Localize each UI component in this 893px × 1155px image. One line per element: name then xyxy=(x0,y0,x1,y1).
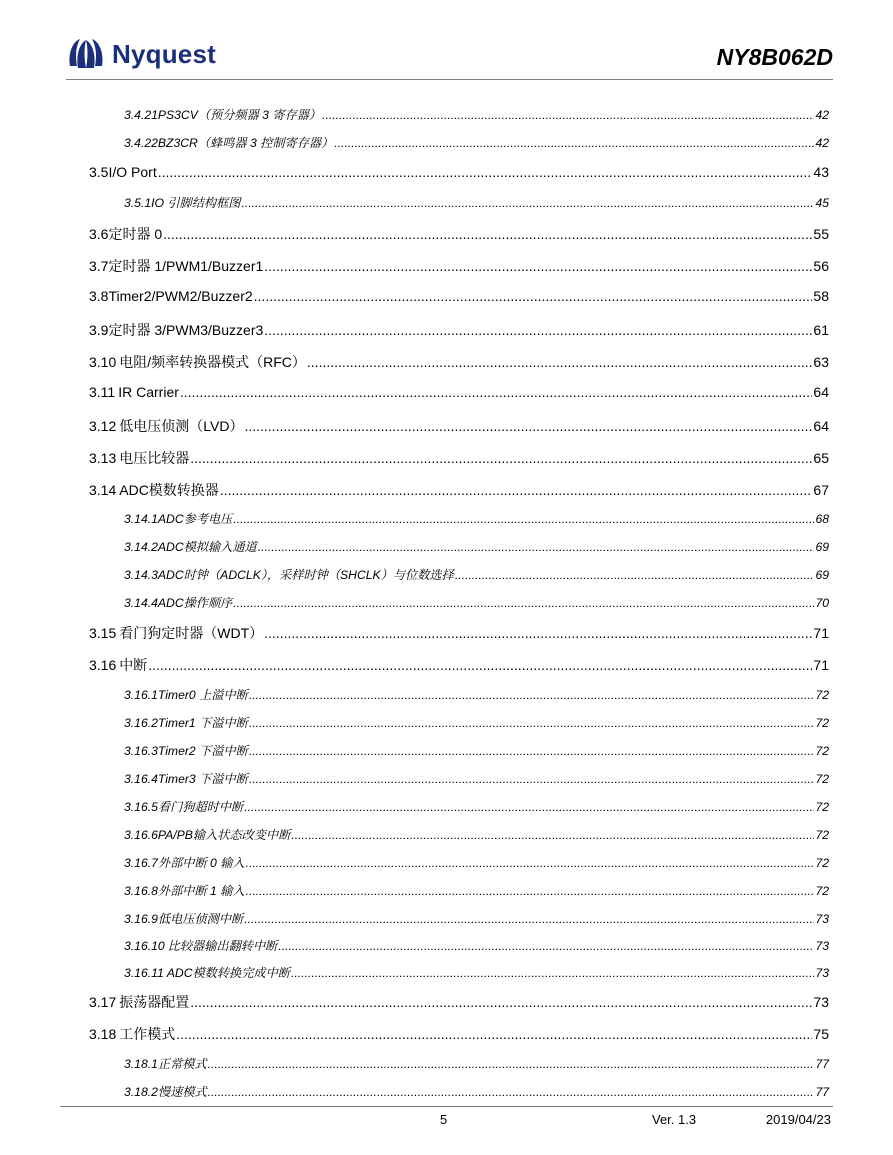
toc-entry-page: 55 xyxy=(813,226,829,242)
toc-entry-title: PS3CV（预分频器 3 寄存器） xyxy=(157,108,322,122)
toc-entry-page: 75 xyxy=(813,1026,829,1042)
toc-entry-page: 71 xyxy=(813,657,829,673)
toc-entry-page: 73 xyxy=(813,994,829,1010)
toc-entry-page: 72 xyxy=(815,772,829,786)
nyquest-logo xyxy=(66,36,216,72)
toc-dot-leader xyxy=(249,688,815,702)
toc-entry-number: 3.13 xyxy=(89,450,117,466)
toc-entry-title: 电阻/频率转换器模式（RFC） xyxy=(119,354,306,370)
toc-entry-title: 工作模式 xyxy=(119,1026,176,1042)
toc-entry-title: 正常模式 xyxy=(157,1057,207,1071)
toc-entry[interactable] xyxy=(89,448,829,468)
toc-dot-leader xyxy=(322,108,814,122)
toc-entry-number: 3.16.6 xyxy=(124,828,158,842)
toc-entry-title: IO 引脚结构框图 xyxy=(151,196,241,210)
toc-entry-page: 72 xyxy=(815,716,829,730)
toc-entry-title: IR Carrier xyxy=(118,384,179,400)
toc-dot-leader xyxy=(148,657,812,673)
toc-entry-title: Timer3 下溢中断 xyxy=(157,772,248,786)
toc-dot-leader xyxy=(233,512,814,526)
toc-entry[interactable] xyxy=(89,288,829,304)
toc-entry-page: 65 xyxy=(813,450,829,466)
document-title: NY8B062D xyxy=(716,44,833,70)
toc-entry-number: 3.14 xyxy=(89,482,117,498)
toc-entry-number: 3.16 xyxy=(89,657,117,673)
toc-entry[interactable] xyxy=(89,480,829,500)
toc-entry-page: 72 xyxy=(815,828,829,842)
toc-entry-title: 振荡器配置 xyxy=(119,994,190,1010)
toc-entry-page: 68 xyxy=(815,512,829,526)
toc-entry[interactable] xyxy=(124,714,829,731)
toc-entry-page: 73 xyxy=(815,966,829,980)
logo-text: Nyquest xyxy=(112,38,216,69)
toc-dot-leader xyxy=(258,540,815,554)
toc-entry-title: ADC参考电压 xyxy=(157,512,233,526)
toc-entry-title: 看门狗超时中断 xyxy=(157,800,244,814)
toc-entry-number: 3.16.10 xyxy=(124,939,165,953)
toc-dot-leader xyxy=(254,288,813,304)
toc-entry[interactable] xyxy=(124,538,829,555)
toc-dot-leader xyxy=(176,1026,812,1042)
toc-entry-title: ADC操作顺序 xyxy=(157,596,233,610)
toc-dot-leader xyxy=(278,939,814,953)
toc-dot-leader xyxy=(264,322,812,338)
toc-dot-leader xyxy=(246,884,815,898)
toc-entry-title: Timer2/PWM2/Buzzer2 xyxy=(108,288,253,304)
toc-dot-leader xyxy=(334,136,814,150)
page-header xyxy=(0,0,893,82)
toc-entry-page: 69 xyxy=(815,540,829,554)
toc-entry-page: 42 xyxy=(815,136,829,150)
toc-dot-leader xyxy=(242,196,815,210)
toc-entry-page: 42 xyxy=(815,108,829,122)
toc-entry[interactable] xyxy=(124,1055,829,1072)
toc-dot-leader xyxy=(208,1057,815,1071)
toc-dot-leader xyxy=(190,450,812,466)
toc-entry-page: 72 xyxy=(815,688,829,702)
toc-entry[interactable] xyxy=(124,964,829,981)
toc-entry[interactable] xyxy=(89,164,829,180)
toc-dot-leader xyxy=(249,716,815,730)
toc-dot-leader xyxy=(455,568,815,582)
toc-entry-number: 3.9 xyxy=(89,322,109,338)
toc-entry-number: 3.16.3 xyxy=(124,744,158,758)
toc-entry[interactable] xyxy=(124,194,829,211)
toc-entry[interactable] xyxy=(89,224,829,244)
toc-entry-number: 3.7 xyxy=(89,258,109,274)
toc-entry-title: ADC时钟（ADCLK），采样时钟（SHCLK）与位数选择 xyxy=(157,568,454,582)
toc-entry-number: 3.5 xyxy=(89,164,109,180)
toc-dot-leader xyxy=(208,1085,815,1099)
footer-divider xyxy=(60,1106,833,1107)
toc-entry-page: 63 xyxy=(813,354,829,370)
nyquest-logo-icon xyxy=(66,36,106,72)
toc-dot-leader xyxy=(180,384,813,400)
toc-dot-leader xyxy=(249,744,815,758)
toc-entry-page: 72 xyxy=(815,744,829,758)
toc-entry-number: 3.10 xyxy=(89,354,117,370)
toc-entry-number: 3.18.1 xyxy=(124,1057,158,1071)
toc-entry[interactable] xyxy=(89,1024,829,1044)
toc-dot-leader xyxy=(264,258,812,274)
toc-entry[interactable] xyxy=(124,770,829,787)
toc-entry-page: 77 xyxy=(815,1085,829,1099)
toc-entry-title: ADC模数转换器 xyxy=(119,482,219,498)
toc-entry-number: 3.14.3 xyxy=(124,568,158,582)
toc-entry-title: 中断 xyxy=(119,657,148,673)
toc-entry-number: 3.18 xyxy=(89,1026,117,1042)
toc-entry-title: 低电压侦测中断 xyxy=(157,912,244,926)
toc-entry-title: ADC模拟输入通道 xyxy=(157,540,257,554)
toc-entry-page: 67 xyxy=(813,482,829,498)
toc-entry-page: 58 xyxy=(813,288,829,304)
toc-entry-page: 56 xyxy=(813,258,829,274)
toc-entry[interactable] xyxy=(124,798,829,815)
toc-entry-page: 64 xyxy=(813,384,829,400)
toc-dot-leader xyxy=(220,482,813,498)
toc-entry[interactable] xyxy=(124,566,829,583)
toc-entry-page: 72 xyxy=(815,856,829,870)
toc-entry-number: 3.6 xyxy=(89,226,109,242)
toc-entry[interactable] xyxy=(89,320,829,340)
toc-entry-number: 3.12 xyxy=(89,418,117,434)
toc-entry-number: 3.16.7 xyxy=(124,856,158,870)
toc-entry-number: 3.14.4 xyxy=(124,596,158,610)
toc-entry-title: 定时器 1/PWM1/Buzzer1 xyxy=(108,258,264,274)
toc-entry-page: 72 xyxy=(815,884,829,898)
toc-entry-number: 3.16.8 xyxy=(124,884,158,898)
toc-entry-page: 43 xyxy=(813,164,829,180)
toc-entry[interactable] xyxy=(89,256,829,276)
toc-entry-number: 3.16.9 xyxy=(124,912,158,926)
toc-entry[interactable] xyxy=(89,416,829,436)
toc-entry[interactable] xyxy=(124,937,829,954)
toc-entry-number: 3.11 xyxy=(89,384,116,400)
toc-entry-title: BZ3CR（蜂鸣器 3 控制寄存器） xyxy=(157,136,334,150)
toc-entry-page: 71 xyxy=(813,625,829,641)
toc-entry-number: 3.16.2 xyxy=(124,716,158,730)
toc-entry-title: 低电压侦测（LVD） xyxy=(119,418,244,434)
toc-entry-number: 3.14.2 xyxy=(124,540,158,554)
toc-entry-number: 3.16.4 xyxy=(124,772,158,786)
toc-entry-title: 定时器 0 xyxy=(108,226,163,242)
toc-entry-title: Timer2 下溢中断 xyxy=(157,744,248,758)
toc-dot-leader xyxy=(264,625,812,641)
toc-dot-leader xyxy=(158,164,813,180)
toc-entry-title: 慢速模式 xyxy=(157,1085,207,1099)
toc-entry[interactable] xyxy=(89,352,829,372)
toc-entry-number: 3.5.1 xyxy=(124,196,152,210)
toc-entry-title: 外部中断 0 输入 xyxy=(157,856,245,870)
toc-entry-number: 3.14.1 xyxy=(124,512,158,526)
toc-entry[interactable] xyxy=(124,594,829,611)
header-divider xyxy=(66,79,833,80)
toc-entry-page: 45 xyxy=(815,196,829,210)
toc-entry[interactable] xyxy=(124,1083,829,1100)
toc-entry[interactable] xyxy=(89,655,829,675)
toc-entry-number: 3.4.21 xyxy=(124,108,158,122)
toc-entry-number: 3.17 xyxy=(89,994,117,1010)
toc-entry[interactable] xyxy=(89,384,829,400)
toc-entry-title: Timer0 上溢中断 xyxy=(157,688,248,702)
toc-entry-title: 外部中断 1 输入 xyxy=(157,884,245,898)
toc-dot-leader xyxy=(233,596,814,610)
toc-entry-number: 3.16.5 xyxy=(124,800,158,814)
footer-page-number: 5 xyxy=(440,1112,448,1127)
toc-entry-number: 3.16.11 xyxy=(124,966,164,980)
toc-entry[interactable] xyxy=(124,510,829,527)
toc-entry-number: 3.15 xyxy=(89,625,117,641)
toc-entry-title: Timer1 下溢中断 xyxy=(157,716,248,730)
toc-entry-page: 77 xyxy=(815,1057,829,1071)
toc-entry-page: 69 xyxy=(815,568,829,582)
toc-entry-title: 定时器 3/PWM3/Buzzer3 xyxy=(108,322,264,338)
toc-entry[interactable] xyxy=(124,106,829,123)
toc-entry-title: 看门狗定时器（WDT） xyxy=(119,625,264,641)
toc-entry-number: 3.16.1 xyxy=(124,688,158,702)
toc-entry[interactable] xyxy=(124,742,829,759)
toc-entry[interactable] xyxy=(124,134,829,151)
toc-dot-leader xyxy=(249,772,815,786)
toc-entry-page: 73 xyxy=(815,939,829,953)
toc-entry[interactable] xyxy=(124,826,829,843)
toc-entry-page: 61 xyxy=(813,322,829,338)
toc-dot-leader xyxy=(244,912,814,926)
toc-entry-title: 比较器输出翻转中断 xyxy=(167,939,278,953)
toc-entry-page: 64 xyxy=(813,418,829,434)
toc-entry-page: 72 xyxy=(815,800,829,814)
toc-dot-leader xyxy=(246,856,815,870)
toc-entry-number: 3.8 xyxy=(89,288,109,304)
toc-dot-leader xyxy=(291,966,814,980)
toc-entry-title: 电压比较器 xyxy=(119,450,190,466)
toc-dot-leader xyxy=(307,354,813,370)
toc-entry[interactable] xyxy=(124,686,829,703)
toc-entry-title: PA/PB输入状态改变中断 xyxy=(157,828,291,842)
toc-entry[interactable] xyxy=(89,623,829,643)
toc-dot-leader xyxy=(291,828,814,842)
toc-entry-number: 3.4.22 xyxy=(124,136,158,150)
toc-entry-page: 70 xyxy=(815,596,829,610)
toc-entry[interactable] xyxy=(124,854,829,871)
toc-entry[interactable] xyxy=(124,910,829,927)
toc-entry-title: ADC模数转换完成中断 xyxy=(166,966,290,980)
toc-entry-number: 3.18.2 xyxy=(124,1085,158,1099)
toc-dot-leader xyxy=(244,800,814,814)
toc-entry-page: 73 xyxy=(815,912,829,926)
toc-dot-leader xyxy=(163,226,812,242)
toc-entry[interactable] xyxy=(89,992,829,1012)
footer-version: Ver. 1.3 xyxy=(652,1112,697,1127)
toc-dot-leader xyxy=(190,994,812,1010)
toc-entry[interactable] xyxy=(124,882,829,899)
toc-entry-title: I/O Port xyxy=(108,164,157,180)
toc-dot-leader xyxy=(244,418,812,434)
footer-date: 2019/04/23 xyxy=(765,1112,831,1127)
